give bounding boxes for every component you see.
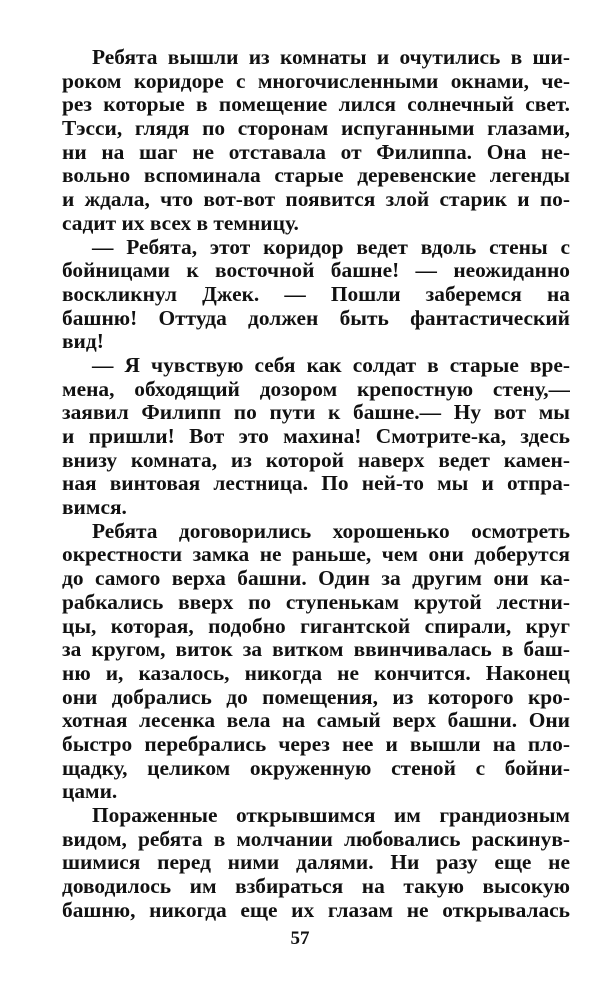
text-line: мена, обходящий дозором крепостную стену,— xyxy=(62,377,570,401)
text-line: вольно вспоминала старые деревенские легенды xyxy=(62,164,570,188)
text-line: доводилось им взбираться на такую высокую xyxy=(62,875,570,899)
text-line: они добрались до помещения, из которого кро- xyxy=(62,685,570,709)
text-line: вимся. xyxy=(62,496,127,520)
paragraph-1 xyxy=(62,46,570,236)
text-line: хотная лесенка вела на самый верх башни. Они xyxy=(62,709,570,733)
text-line: садит их всех в темницу. xyxy=(62,211,299,235)
text-line: Тэсси, глядя по сторонам испуганными глазами, xyxy=(62,117,570,141)
text-line: и пришли! Вот это махина! Смотрите-ка, здесь xyxy=(62,425,570,448)
body-text xyxy=(62,46,570,922)
paragraph-3 xyxy=(62,354,570,520)
text-line: вид! xyxy=(62,330,104,354)
text-line: бойницами к восточной башне! — неожиданно xyxy=(62,259,570,283)
text-line: — Я чувствую себя как солдат в старые вре- xyxy=(92,353,570,377)
paragraph-5 xyxy=(62,804,570,922)
text-line: ню и, казалось, никогда не кончится. Наконец xyxy=(62,661,570,685)
text-line: цами. xyxy=(62,780,118,804)
text-line: цы, которая, подобно гигантской спирали, круг xyxy=(62,614,570,638)
page-number: 57 xyxy=(290,928,310,949)
text-line: до самого верха башни. Один за другим они ка- xyxy=(62,567,570,591)
paragraph-4 xyxy=(62,520,570,804)
text-line: ни на шаг не отставала от Филиппа. Она не- xyxy=(62,140,570,164)
text-line: воскликнул Джек. — Пошли заберемся на xyxy=(62,282,570,306)
text-line: заявил Филипп по пути к башне.— Ну вот мы xyxy=(62,401,570,425)
paragraph-2 xyxy=(62,236,570,354)
text-line: быстро перебрались через нее и вышли на пло- xyxy=(62,732,570,756)
text-line: и ждала, что вот-вот появится злой старик и по- xyxy=(62,188,570,212)
text-line: рабкались вверх по ступенькам крутой лестни- xyxy=(62,590,570,614)
text-line: за кругом, виток за витком ввинчивалась в баш- xyxy=(62,638,570,662)
text-line: щадку, целиком окруженную стеной с бойни- xyxy=(62,756,570,780)
text-line: башню! Оттуда должен быть фантастический xyxy=(62,306,570,330)
text-line: окрестности замка не раньше, чем они доберутся xyxy=(62,543,570,567)
text-line: видом, ребята в молчании любовались раскинув- xyxy=(62,827,570,851)
text-line: рез которые в помещение лился солнечный свет. xyxy=(62,93,570,117)
text-line: башню, никогда еще их глазам не открывалась xyxy=(62,898,570,922)
text-line: Ребята договорились хорошенько осмотреть xyxy=(92,519,570,543)
text-line: роком коридоре с многочисленными окнами, че- xyxy=(62,69,570,93)
text-line: шимися перед ними далями. Ни разу еще не xyxy=(62,851,570,875)
text-line: внизу комната, из которой наверх ведет камен- xyxy=(62,448,570,472)
text-line: Ребята вышли из комнаты и очутились в ши- xyxy=(92,46,570,69)
text-line: ная винтовая лестница. По ней-то мы и отпра- xyxy=(62,472,570,496)
text-line: Пораженные открывшимся им грандиозным xyxy=(92,804,570,827)
text-line: — Ребята, этот коридор ведет вдоль стены с xyxy=(92,235,570,259)
